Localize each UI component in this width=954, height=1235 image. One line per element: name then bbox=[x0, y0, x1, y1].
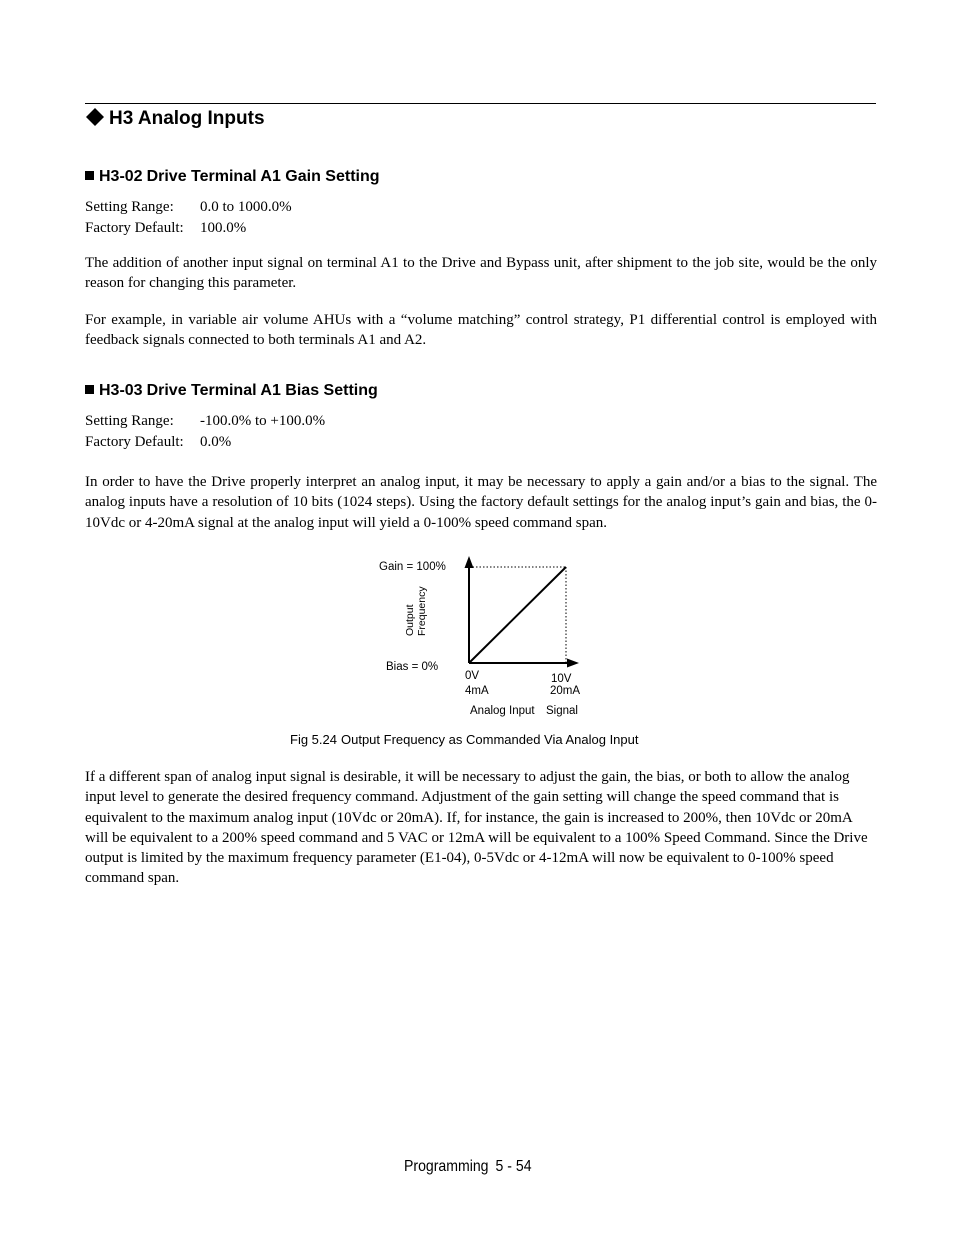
figure-caption-text: Output Frequency as Commanded Via Analog Input bbox=[340, 732, 639, 747]
factory-default-value: 0.0% bbox=[200, 434, 232, 450]
parameter-code: H3-02 bbox=[99, 168, 143, 185]
response-line bbox=[469, 567, 566, 663]
x-min-voltage-label: 0V bbox=[465, 670, 480, 682]
factory-default-label: Factory Default: bbox=[85, 434, 184, 450]
paragraph-gain-example: For example, in variable air volume AHUs with a “volume matching” control strategy, P1 differential control is employed with feedback signals connected to both terminals A1 and A2. bbox=[85, 312, 877, 349]
setting-range-value: 0.0 to 1000.0% bbox=[200, 199, 292, 215]
x-axis-label-1: Analog Input bbox=[470, 705, 535, 717]
parameter-title: Drive Terminal A1 Gain Setting bbox=[146, 168, 380, 185]
section-title: H3 Analog Inputs bbox=[109, 108, 265, 129]
y-axis-label-1: Output bbox=[404, 604, 416, 636]
paragraph-bias-intro: In order to have the Drive properly interpret an analog input, it may be necessary to apply a gain and/or a bias to the signal. The analog inputs have a resolution of 10 bits (1024 steps). Using the factory default settings for the analog input’s gain and bias, the 0-10Vdc or 4-20mA signal at the analog input will yield a 0-100% speed command span. bbox=[85, 474, 877, 531]
factory-default-label: Factory Default: bbox=[85, 220, 184, 236]
figure-caption bbox=[290, 731, 639, 749]
x-min-current-label: 4mA bbox=[465, 685, 489, 697]
x-axis-arrowhead bbox=[567, 659, 579, 668]
page-footer bbox=[404, 1156, 532, 1178]
figure-number: Fig 5.24 bbox=[290, 732, 337, 747]
parameter-code: H3-03 bbox=[99, 382, 143, 399]
y-axis-arrowhead bbox=[465, 556, 474, 568]
paragraph-span-adjustment: If a different span of analog input signal is desirable, it will be necessary to adjust the gain, the bias, or both to allow the analog input level to generate the desired frequency command. Adjustment of the gain setting will change the speed command that is equivalent to the maximum analog input (10Vdc or 20mA). If, for instance, the gain is increased to 200%, then 10Vdc or 20mA will be equivalent to a 200% speed command and 5 VAC or 12mA will be equivalent to a 100% Speed Command. Since the Drive output is limited by the maximum frequency parameter (E1-04), 0-5Vdc or 4-12mA will now be equivalent to 0-100% speed command span. bbox=[85, 769, 868, 887]
gain-label: Gain = 100% bbox=[379, 561, 446, 573]
paragraph-gain-reason: The addition of another input signal on terminal A1 to the Drive and Bypass unit, after shipment to the job site, would be the only reason for changing this parameter. bbox=[85, 255, 877, 292]
factory-default-value: 100.0% bbox=[200, 220, 247, 236]
footer-section: Programming bbox=[404, 1158, 489, 1175]
bias-label: Bias = 0% bbox=[386, 661, 439, 673]
x-axis-label-2: Signal bbox=[546, 705, 578, 717]
page-number: 5 - 54 bbox=[495, 1158, 532, 1175]
y-axis-label-2: Frequency bbox=[416, 586, 428, 636]
x-max-voltage-label: 10V bbox=[551, 673, 572, 685]
setting-range-value: -100.0% to +100.0% bbox=[200, 413, 326, 429]
setting-range-label: Setting Range: bbox=[85, 199, 174, 215]
parameter-title: Drive Terminal A1 Bias Setting bbox=[146, 382, 378, 399]
setting-range-label: Setting Range: bbox=[85, 413, 174, 429]
x-max-current-label: 20mA bbox=[550, 685, 581, 697]
